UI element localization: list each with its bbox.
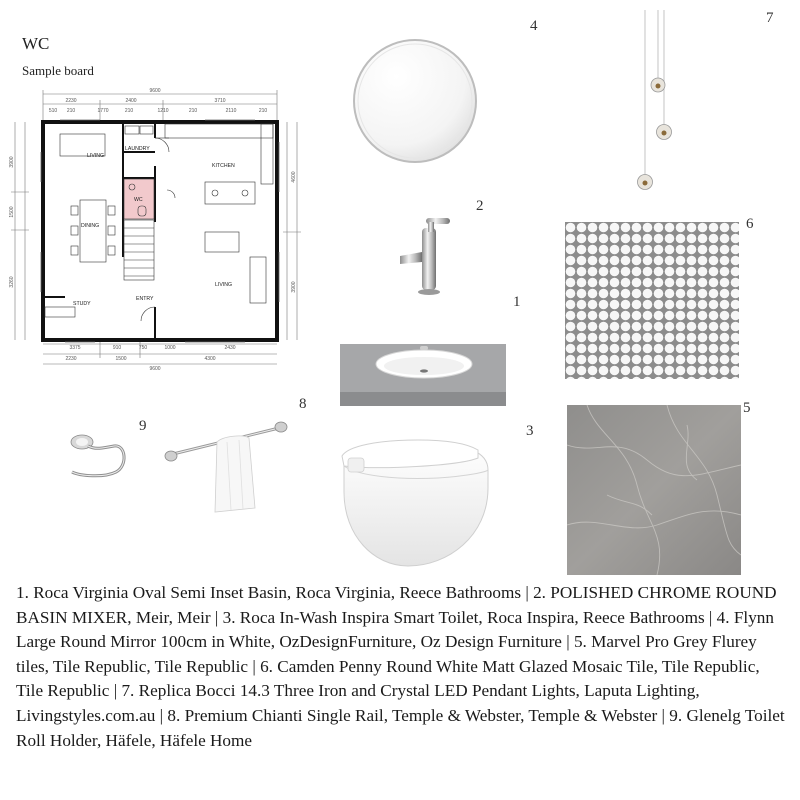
plan-top-subdim-2: 210 (66, 108, 76, 114)
item-number-2: 2 (476, 198, 484, 214)
plan-top-subdim-3: 1770 (97, 108, 109, 114)
plan-bottom-subdim-2: 910 (112, 345, 122, 351)
basin-mixer-image (392, 212, 460, 298)
plan-room-entry: ENTRY (136, 296, 154, 302)
item-number-6: 6 (746, 216, 754, 232)
plan-bottom-subdim-5: 2430 (224, 345, 236, 351)
plan-right-dim-1: 4600 (291, 171, 297, 183)
item-number-8: 8 (299, 396, 307, 412)
products-caption: 1. Roca Virginia Oval Semi Inset Basin, Roca Virginia, Reece Bathrooms | 2. POLISHED CHROME ROUND BASIN MIXER, Meir, Meir | 3. Roca In-Wash Inspira Smart Toilet, Roca Inspira, Reece Bathrooms | 4. Flynn Large Round Mirror 100cm in White, OzDesignFurniture, Oz Design Furniture | 5. Marvel Pro Grey Flurey tiles, Tile Republic, Tile Republic | 6. Camden Penny Round White Matt Glazed Mosaic Tile, Tile Republic, Tile Republic | 7. Replica Bocci 14.3 Three Iron and Crystal LED Pendant Lights, Laputa Lighting, Livingstyles.com.au | 8. Premium Chianti Single Rail, Temple & Webster, Temple & Webster | 9. Glenelg Toilet Roll Holder, Häfele, Häfele Home (16, 583, 785, 750)
item-number-3: 3 (526, 423, 534, 439)
plan-top-dim-3: 3710 (214, 98, 226, 104)
plan-top-subdim-7: 2110 (225, 108, 237, 114)
board-title: WC (22, 34, 50, 53)
item-number-4: 4 (530, 18, 538, 34)
board-subtitle: Sample board (22, 63, 94, 78)
towel-rail-image (163, 418, 289, 516)
toilet-roll-holder-image (66, 428, 132, 484)
round-mirror-image (350, 36, 480, 166)
plan-top-subdim-1: 510 (48, 108, 58, 114)
penny-round-mosaic-image (565, 222, 739, 379)
plan-top-subdim-4: 210 (124, 108, 134, 114)
plan-bottom-subdim-1: 3375 (69, 345, 81, 351)
plan-bottom-dim-1: 2230 (65, 356, 77, 362)
plan-right-dim-2: 3900 (291, 281, 297, 293)
plan-room-living: LIVING (215, 282, 233, 288)
pendant-lights-image (630, 10, 690, 195)
plan-left-dim-1: 3900 (9, 156, 15, 168)
grey-marble-tile-image (567, 405, 741, 575)
oval-basin-image (340, 342, 508, 408)
smart-toilet-image (338, 436, 494, 570)
plan-bottom-subdim-4: 1000 (164, 345, 176, 351)
plan-room-dining: DINING (81, 223, 100, 229)
plan-top-dim-1: 2230 (65, 98, 77, 104)
plan-top-subdim-8: 210 (258, 108, 268, 114)
plan-top-total: 9600 (149, 88, 161, 94)
plan-room-kitchen: KITCHEN (212, 163, 235, 169)
item-number-9: 9 (139, 418, 147, 434)
plan-top-subdim-5: 1210 (157, 108, 169, 114)
floor-plan (5, 82, 305, 382)
plan-room-study: STUDY (73, 301, 91, 307)
plan-bottom-subdim-3: 750 (138, 345, 148, 351)
plan-left-dim-3: 3260 (9, 276, 15, 288)
plan-room-living-top: LIVING (87, 153, 105, 159)
plan-bottom-dim-3: 4300 (204, 356, 216, 362)
plan-room-wc: WC (134, 197, 143, 203)
item-number-1: 1 (513, 294, 521, 310)
plan-bottom-total: 9600 (149, 366, 161, 372)
plan-left-dim-2: 1500 (9, 206, 15, 218)
plan-room-laundry: LAUNDRY (125, 146, 150, 152)
item-number-7: 7 (766, 10, 774, 26)
plan-top-dim-2: 2400 (125, 98, 137, 104)
item-number-5: 5 (743, 400, 751, 416)
plan-bottom-dim-2: 1500 (115, 356, 127, 362)
plan-top-subdim-6: 210 (188, 108, 198, 114)
